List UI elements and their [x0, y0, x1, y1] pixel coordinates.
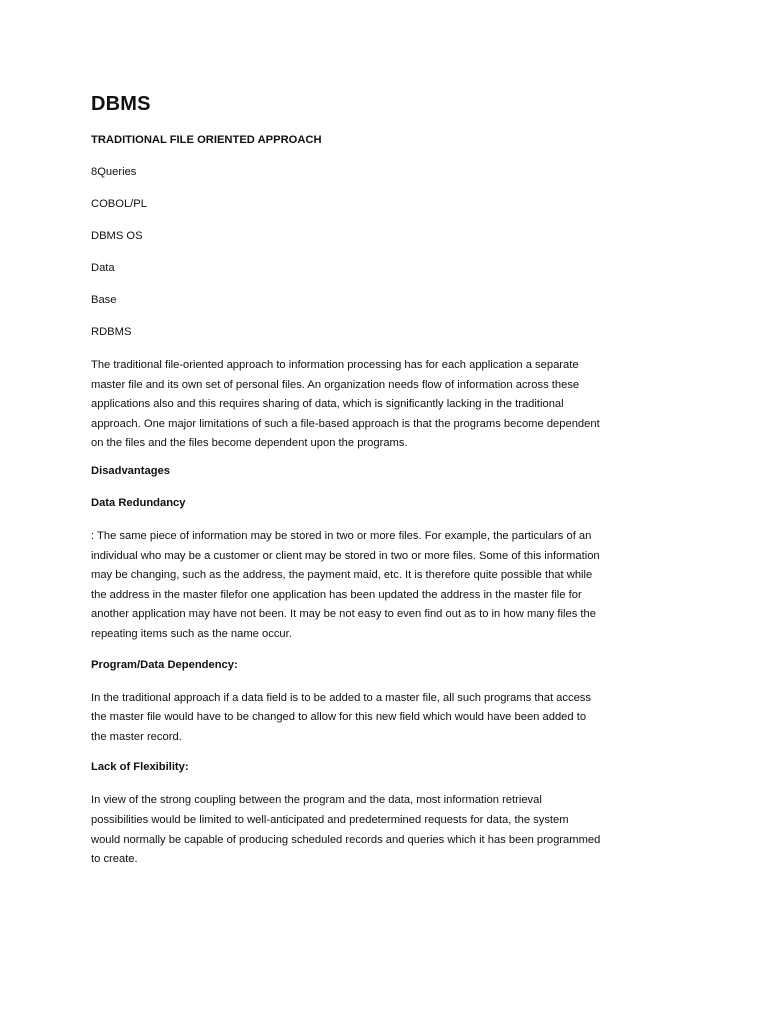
- list-item: DBMS OS: [91, 230, 143, 242]
- list-item: RDBMS: [91, 326, 132, 338]
- lack-of-flexibility-heading: Lack of Flexibility:: [91, 761, 189, 774]
- list-item: 8Queries: [91, 166, 137, 178]
- data-redundancy-heading: Data Redundancy: [91, 496, 186, 509]
- intro-paragraph: The traditional file-oriented approach to information processing has for each application a separate master file and its own set of personal files. An organization needs flow of information across these applications also and this requires sharing of data, which is significantly lacking in the traditional approach. One major limitations of such a file-based approach is that the programs become dependent on the files and the files become dependent upon the programs.: [91, 359, 600, 450]
- disadvantages-heading: Disadvantages: [91, 464, 170, 477]
- list-item: Base: [91, 294, 117, 306]
- data-redundancy-paragraph: : The same piece of information may be stored in two or more files. For example, the particulars of an individual who may be a customer or client may be stored in two or more files. Some of this information may be changing, such as the address, the payment maid, etc. It is therefore quite possible that while the address in the master filefor one application has been updated the address in the master file for another application may have not been. It may be not easy to even find out as to in how many files the repeating items such as the name occur.: [91, 529, 600, 640]
- lack-of-flexibility-paragraph: In view of the strong coupling between the program and the data, most information retrieval possibilities would be limited to well-anticipated and predetermined requests for data, the system would normally be capable of producing scheduled records and queries which it has been programmed to create.: [91, 794, 601, 866]
- document-title: DBMS: [91, 93, 151, 115]
- list-item: Data: [91, 262, 115, 274]
- list-item: COBOL/PL: [91, 198, 147, 210]
- program-data-dependency-paragraph: In the traditional approach if a data field is to be added to a master file, all such programs that access the master file would have to be changed to allow for this new field which would have been added to the master record.: [91, 691, 591, 743]
- program-data-dependency-heading: Program/Data Dependency:: [91, 658, 238, 671]
- section-subtitle: TRADITIONAL FILE ORIENTED APPROACH: [91, 134, 322, 146]
- document-content: [91, 92, 681, 882]
